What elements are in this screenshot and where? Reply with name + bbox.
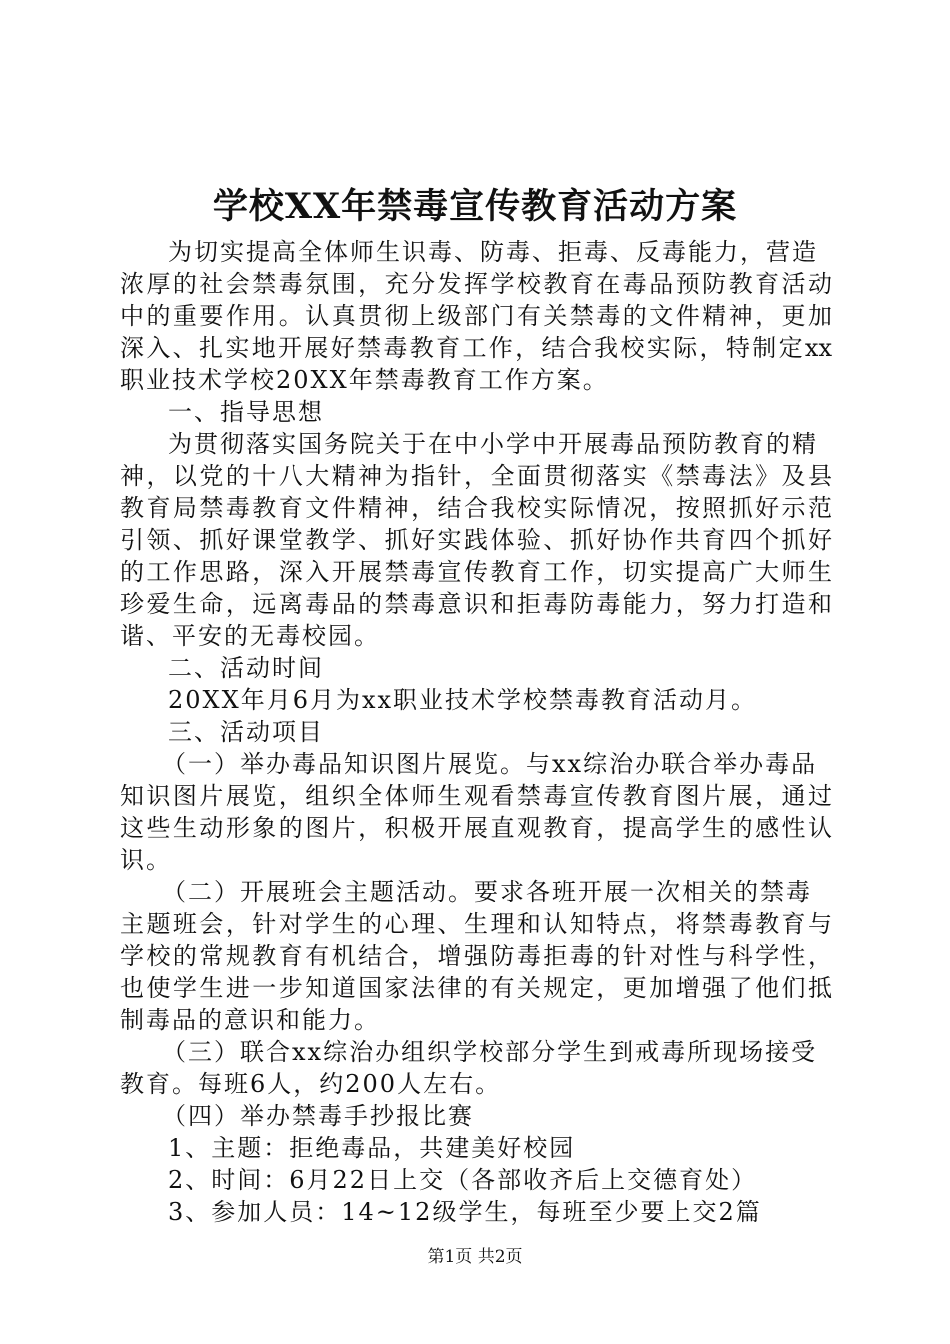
document-body [120, 236, 832, 1228]
page-number-footer: 第1页 共2页 [427, 1247, 523, 1267]
paragraph-line: 珍爱生命，远离毒品的禁毒意识和拒毒防毒能力，努力打造和 [120, 590, 832, 618]
section-heading: 三、活动项目 [168, 718, 324, 746]
paragraph-line: 识。 [120, 846, 172, 874]
paragraph-line: （一）举办毒品知识图片展览。与xx综治办联合举办毒品 [162, 750, 818, 778]
paragraph-line: 教育局禁毒教育文件精神，结合我校实际情况，按照抓好示范 [120, 494, 832, 522]
list-item: 1、主题：拒绝毒品，共建美好校园 [168, 1134, 576, 1162]
paragraph-line: 20XX年月6月为xx职业技术学校禁毒教育活动月。 [168, 686, 758, 714]
paragraph-line: 神，以党的十八大精神为指针，全面贯彻落实《禁毒法》及县 [120, 462, 832, 490]
section-heading: 一、指导思想 [168, 398, 324, 426]
paragraph-line: 职业技术学校20XX年禁毒教育工作方案。 [120, 366, 609, 394]
document-title: 学校XX年禁毒宣传教育活动方案 [212, 186, 738, 227]
paragraph-line: 这些生动形象的图片，积极开展直观教育，提高学生的感性认 [120, 814, 832, 842]
list-item: 2、时间：6月22日上交（各部收齐后上交德育处） [168, 1166, 758, 1194]
paragraph-line: 为切实提高全体师生识毒、防毒、拒毒、反毒能力，营造 [168, 238, 818, 266]
paragraph-line: 浓厚的社会禁毒氛围，充分发挥学校教育在毒品预防教育活动 [120, 270, 832, 298]
paragraph-line: 中的重要作用。认真贯彻上级部门有关禁毒的文件精神，更加 [120, 302, 832, 330]
paragraph-line: 引领、抓好课堂教学、抓好实践体验、抓好协作共育四个抓好 [120, 526, 832, 554]
paragraph-line: （三）联合xx综治办组织学校部分学生到戒毒所现场接受 [162, 1038, 818, 1066]
paragraph-line: 深入、扎实地开展好禁毒教育工作，结合我校实际，特制定xx [120, 334, 832, 362]
paragraph-line: （二）开展班会主题活动。要求各班开展一次相关的禁毒 [162, 878, 812, 906]
section-heading: 二、活动时间 [168, 654, 324, 682]
list-item: 3、参加人员：14~12级学生，每班至少要上交2篇 [168, 1198, 762, 1226]
paragraph-line: 知识图片展览，组织全体师生观看禁毒宣传教育图片展，通过 [120, 782, 832, 810]
paragraph-line: 教育。每班6人，约200人左右。 [120, 1070, 502, 1098]
paragraph-line: 制毒品的意识和能力。 [120, 1006, 380, 1034]
paragraph-line: 主题班会，针对学生的心理、生理和认知特点，将禁毒教育与 [120, 910, 832, 938]
paragraph-line: 也使学生进一步知道国家法律的有关规定，更加增强了他们抵 [120, 974, 832, 1002]
paragraph-line: 为贯彻落实国务院关于在中小学中开展毒品预防教育的精 [168, 430, 818, 458]
list-heading: （四）举办禁毒手抄报比赛 [162, 1102, 474, 1130]
paragraph-line: 学校的常规教育有机结合，增强防毒拒毒的针对性与科学性， [120, 942, 832, 970]
paragraph-line: 的工作思路，深入开展禁毒宣传教育工作，切实提高广大师生 [120, 558, 832, 586]
paragraph-line: 谐、平安的无毒校园。 [120, 622, 380, 650]
